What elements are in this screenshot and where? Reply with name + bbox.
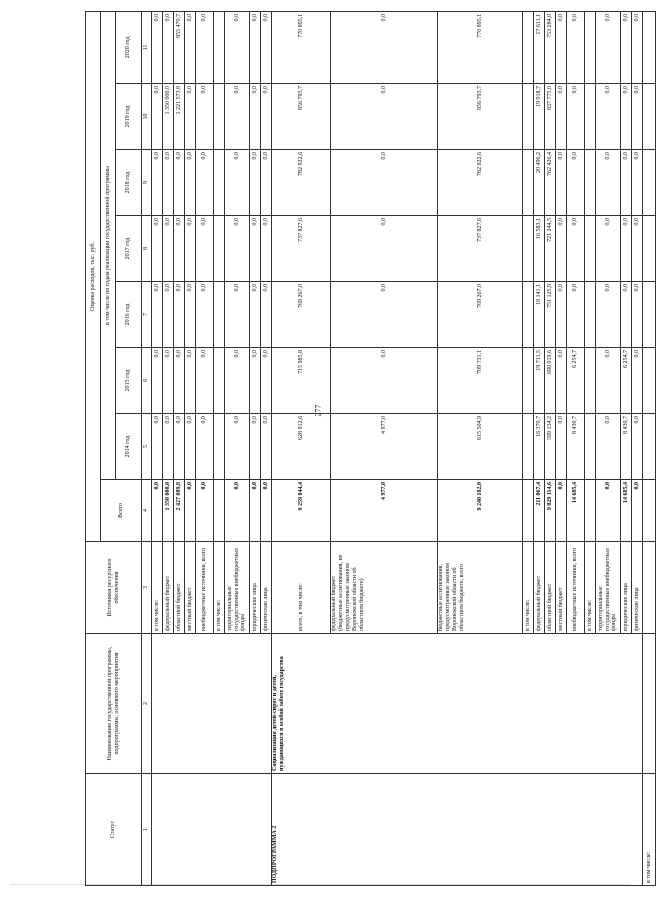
year-value-cell: 0,0 <box>174 414 185 480</box>
year-value-cell: 0,0 <box>596 11 621 83</box>
page-number: 277 <box>313 404 323 417</box>
year-value-cell <box>214 216 225 282</box>
total-cell: 0,0 <box>596 480 621 542</box>
year-value-cell: 615 504,9 <box>438 414 523 480</box>
year-value-cell <box>214 84 225 150</box>
year-value-cell <box>523 348 534 414</box>
source-cell: областной бюджет <box>174 542 185 634</box>
header-by-years: в том числе по годам реализации государственной программы <box>101 11 116 479</box>
year-value-cell: 0,0 <box>174 150 185 216</box>
year-value-cell: 0,0 <box>185 84 196 150</box>
year-value-cell: 6 254,7 <box>621 348 632 414</box>
source-cell: в том числе: <box>523 542 534 634</box>
year-value-cell: 0,0 <box>152 150 163 216</box>
column-number: 5 <box>142 414 152 480</box>
source-cell: юридические лица <box>621 542 632 634</box>
year-value-cell: 753 284,0 <box>545 11 556 83</box>
year-value-cell <box>214 150 225 216</box>
column-number: 6 <box>142 348 152 414</box>
total-cell: 4 977,0 <box>331 480 438 542</box>
year-value-cell: 0,0 <box>196 282 214 348</box>
year-value-cell: 737 827,6 <box>438 216 523 282</box>
year-value-cell: 0,0 <box>567 84 585 150</box>
source-cell: внебюджетные источники, всего <box>567 542 585 634</box>
year-value-cell: 0,0 <box>556 150 567 216</box>
year-value-cell: 0,0 <box>152 414 163 480</box>
year-value-cell <box>585 348 596 414</box>
year-value-cell: 0,0 <box>556 216 567 282</box>
year-value-cell: 0,0 <box>185 150 196 216</box>
total-cell <box>585 480 596 542</box>
year-value-cell <box>523 11 534 83</box>
year-value-cell: 1 350 000,0 <box>163 84 174 150</box>
year-value-cell <box>523 216 534 282</box>
year-value-cell: 18 141,1 <box>534 282 545 348</box>
year-value-cell: 0,0 <box>632 150 643 216</box>
year-value-cell: 782 922,6 <box>272 150 331 216</box>
year-value-cell: 0,0 <box>250 84 261 150</box>
year-value-cell: 715 985,8 <box>272 348 331 414</box>
table-row <box>152 11 163 885</box>
source-cell: федеральный бюджет <box>534 542 545 634</box>
year-value-cell: 0,0 <box>596 282 621 348</box>
total-cell: 14 685,4 <box>621 480 632 542</box>
year-value-cell: 0,0 <box>621 282 632 348</box>
year-value-cell: 0,0 <box>250 414 261 480</box>
year-value-cell: 0,0 <box>196 414 214 480</box>
year-value-cell: 770 895,1 <box>438 11 523 83</box>
empty-cell <box>643 634 656 774</box>
year-value-cell: 0,0 <box>185 282 196 348</box>
empty-cell <box>643 11 656 83</box>
year-value-cell: 0,0 <box>556 84 567 150</box>
table-row <box>272 11 331 885</box>
year-value-cell: 6 254,7 <box>567 348 585 414</box>
subprogram-status: ПОДПРОГРАММА 2 <box>272 774 643 886</box>
year-value-cell <box>214 414 225 480</box>
year-value-cell: 0,0 <box>250 216 261 282</box>
column-number: 4 <box>142 480 152 542</box>
column-number: 11 <box>142 11 152 83</box>
year-value-cell: 8 430,7 <box>621 414 632 480</box>
year-value-cell <box>214 282 225 348</box>
year-value-cell: 17 611,1 <box>534 11 545 83</box>
year-value-cell <box>523 150 534 216</box>
year-value-cell <box>585 216 596 282</box>
year-value-cell: 0,0 <box>632 216 643 282</box>
year-value-cell <box>585 282 596 348</box>
year-value-cell: 0,0 <box>196 11 214 83</box>
year-value-cell: 0,0 <box>567 11 585 83</box>
year-value-cell <box>585 150 596 216</box>
year-value-cell: 0,0 <box>596 150 621 216</box>
year-value-cell: 0,0 <box>225 348 250 414</box>
year-value-cell: 0,0 <box>250 348 261 414</box>
source-cell: физические лица <box>261 542 272 634</box>
column-number: 1 <box>142 774 152 886</box>
year-value-cell: 0,0 <box>174 282 185 348</box>
year-value-cell: 856 793,7 <box>438 84 523 150</box>
year-value-cell: 0,0 <box>185 414 196 480</box>
source-cell: физические лица <box>632 542 643 634</box>
year-value-cell: 0,0 <box>152 348 163 414</box>
year-value-cell: 0,0 <box>596 348 621 414</box>
source-cell: всего, в том числе: <box>272 542 331 634</box>
empty-cell <box>643 216 656 282</box>
subprogram-name: Социализация детей-сирот и детей, нуждающихся в особой заботе государства <box>272 634 643 774</box>
total-cell: 9 240 182,0 <box>438 480 523 542</box>
empty-cell <box>643 542 656 634</box>
year-value-cell: 0,0 <box>331 84 438 150</box>
year-value-cell: 837 775,0 <box>545 84 556 150</box>
year-value-cell: 0,0 <box>196 216 214 282</box>
source-cell: федеральный бюджет <box>163 542 174 634</box>
year-value-cell: 0,0 <box>331 11 438 83</box>
source-cell: юридические лица <box>250 542 261 634</box>
year-value-cell: 16 370,7 <box>534 414 545 480</box>
year-value-cell: 0,0 <box>163 282 174 348</box>
source-cell: бюджетные ассигнования, предусмотренные законом Воронежской области об областном бюджете, всего <box>438 542 523 634</box>
year-value-cell: 0,0 <box>185 11 196 83</box>
header-name: Наименование государственной программы, подпрограммы, основного мероприятия <box>86 634 142 774</box>
total-cell: 0,0 <box>261 480 272 542</box>
header-estimate: Оценка расходов, тыс. руб. <box>86 11 101 541</box>
year-value-cell: 0,0 <box>152 216 163 282</box>
year-value-cell: 0,0 <box>331 216 438 282</box>
year-value-cell: 855 470,7 <box>174 11 185 83</box>
column-number: 7 <box>142 282 152 348</box>
total-cell: 2 427 089,8 <box>174 480 185 542</box>
total-cell: 0,0 <box>196 480 214 542</box>
empty-cell <box>643 480 656 542</box>
source-cell: федеральный бюджет (бюджетные ассигнования, не предусмотренные законом Воронежской области об областном бюджете) <box>331 542 438 634</box>
year-value-cell: 0,0 <box>596 84 621 150</box>
rotated-table-wrapper <box>85 12 652 886</box>
empty-cell <box>643 348 656 414</box>
source-cell: внебюджетные источники, всего <box>196 542 214 634</box>
year-value-cell: 0,0 <box>621 150 632 216</box>
year-value-cell: 0,0 <box>225 216 250 282</box>
year-value-cell <box>585 11 596 83</box>
header-year-2019: 2019 год <box>116 84 142 150</box>
total-cell: 211 067,4 <box>534 480 545 542</box>
year-value-cell: 0,0 <box>225 282 250 348</box>
total-cell <box>523 480 534 542</box>
empty-cell <box>643 414 656 480</box>
year-value-cell: 0,0 <box>261 150 272 216</box>
year-value-cell: 0,0 <box>596 414 621 480</box>
year-value-cell: 782 922,6 <box>438 150 523 216</box>
year-value-cell: 0,0 <box>331 282 438 348</box>
year-value-cell: 0,0 <box>632 348 643 414</box>
expenditure-table <box>85 11 656 886</box>
year-value-cell <box>523 282 534 348</box>
year-value-cell: 0,0 <box>152 282 163 348</box>
year-value-cell: 769 267,0 <box>438 282 523 348</box>
year-value-cell <box>523 84 534 150</box>
total-cell: 0,0 <box>632 480 643 542</box>
year-value-cell: 0,0 <box>225 84 250 150</box>
year-value-cell: 16 583,1 <box>534 216 545 282</box>
table-row <box>643 11 656 885</box>
year-value-cell: 0,0 <box>163 348 174 414</box>
total-cell: 9 259 844,4 <box>272 480 331 542</box>
column-number: 2 <box>142 634 152 774</box>
year-value-cell: 0,0 <box>261 348 272 414</box>
year-value-cell: 0,0 <box>250 150 261 216</box>
year-value-cell: 20 496,2 <box>534 150 545 216</box>
empty-cell <box>643 150 656 216</box>
year-value-cell: 0,0 <box>225 414 250 480</box>
source-cell: в том числе: <box>585 542 596 634</box>
header-year-2020: 2020 год <box>116 11 142 83</box>
year-value-cell: 769 267,0 <box>272 282 331 348</box>
header-total: Всего <box>101 480 142 542</box>
column-number: 10 <box>142 84 152 150</box>
column-number: 8 <box>142 216 152 282</box>
year-value-cell: 0,0 <box>556 11 567 83</box>
year-value-cell: 4 977,0 <box>331 414 438 480</box>
year-value-cell: 19 018,7 <box>534 84 545 150</box>
year-value-cell: 0,0 <box>261 11 272 83</box>
year-value-cell: 0,0 <box>185 348 196 414</box>
year-value-cell: 737 827,6 <box>272 216 331 282</box>
total-cell: 1 350 000,0 <box>163 480 174 542</box>
year-value-cell: 751 125,9 <box>545 282 556 348</box>
year-value-cell: 0,0 <box>621 216 632 282</box>
year-value-cell <box>585 414 596 480</box>
year-value-cell: 0,0 <box>567 216 585 282</box>
total-cell: 0,0 <box>250 480 261 542</box>
year-value-cell: 8 430,7 <box>567 414 585 480</box>
header-year-2014: 2014 год <box>116 414 142 480</box>
column-number: 9 <box>142 150 152 216</box>
total-cell: 0,0 <box>152 480 163 542</box>
source-cell: территориальные государственные внебюджетные фонды <box>225 542 250 634</box>
year-value-cell: 0,0 <box>567 150 585 216</box>
year-value-cell: 856 793,7 <box>272 84 331 150</box>
year-value-cell: 0,0 <box>163 150 174 216</box>
total-cell: 14 685,4 <box>567 480 585 542</box>
source-cell: областной бюджет <box>545 542 556 634</box>
table-body <box>86 11 656 885</box>
year-value-cell: 628 912,6 <box>272 414 331 480</box>
year-value-cell <box>214 348 225 414</box>
year-value-cell: 0,0 <box>261 216 272 282</box>
year-value-cell: 0,0 <box>621 11 632 83</box>
year-value-cell: 0,0 <box>596 216 621 282</box>
year-value-cell <box>523 414 534 480</box>
year-value-cell: 0,0 <box>331 348 438 414</box>
year-value-cell: 770 895,1 <box>272 11 331 83</box>
year-value-cell: 0,0 <box>621 84 632 150</box>
year-value-cell: 0,0 <box>250 11 261 83</box>
year-value-cell: 1 221 573,8 <box>174 84 185 150</box>
source-cell: в том числе: <box>214 542 225 634</box>
year-value-cell: 0,0 <box>196 348 214 414</box>
header-year-2016: 2016 год <box>116 282 142 348</box>
header-year-2018: 2018 год <box>116 150 142 216</box>
source-cell: территориальные государственные внебюджетные фонды <box>596 542 621 634</box>
year-value-cell: 0,0 <box>556 348 567 414</box>
header-year-2017: 2017 год <box>116 216 142 282</box>
year-value-cell: 0,0 <box>225 150 250 216</box>
empty-cell <box>643 84 656 150</box>
year-value-cell: 0,0 <box>261 414 272 480</box>
year-value-cell: 721 244,5 <box>545 216 556 282</box>
total-cell: 9 029 114,6 <box>545 480 556 542</box>
year-value-cell: 0,0 <box>261 84 272 150</box>
header-status: Статус <box>86 774 142 886</box>
status-cell <box>152 774 272 886</box>
year-value-cell: 0,0 <box>196 84 214 150</box>
year-value-cell: 0,0 <box>174 216 185 282</box>
year-value-cell: 0,0 <box>632 414 643 480</box>
year-value-cell: 0,0 <box>163 414 174 480</box>
source-cell: местный бюджет <box>185 542 196 634</box>
year-value-cell: 709 731,1 <box>438 348 523 414</box>
year-value-cell: 0,0 <box>185 216 196 282</box>
year-value-cell: 599 134,2 <box>545 414 556 480</box>
year-value-cell: 0,0 <box>163 11 174 83</box>
source-cell: местный бюджет <box>556 542 567 634</box>
expenditure-table-frame <box>85 12 652 886</box>
year-value-cell: 0,0 <box>250 282 261 348</box>
total-cell: 0,0 <box>556 480 567 542</box>
empty-cell <box>643 282 656 348</box>
year-value-cell: 0,0 <box>556 282 567 348</box>
year-value-cell: 0,0 <box>632 11 643 83</box>
total-cell: 0,0 <box>225 480 250 542</box>
year-value-cell: 0,0 <box>567 282 585 348</box>
total-cell: 0,0 <box>185 480 196 542</box>
total-cell <box>214 480 225 542</box>
year-value-cell: 0,0 <box>196 150 214 216</box>
year-value-cell: 0,0 <box>152 84 163 150</box>
year-value-cell: 0,0 <box>632 84 643 150</box>
year-value-cell: 690 019,6 <box>545 348 556 414</box>
year-value-cell: 0,0 <box>632 282 643 348</box>
column-number: 3 <box>142 542 152 634</box>
year-value-cell: 0,0 <box>174 348 185 414</box>
source-cell: в том числе: <box>152 542 163 634</box>
year-value-cell: 762 426,4 <box>545 150 556 216</box>
year-value-cell <box>214 11 225 83</box>
year-value-cell: 19 711,5 <box>534 348 545 414</box>
year-value-cell: 0,0 <box>163 216 174 282</box>
header-year-2015: 2015 год <box>116 348 142 414</box>
year-value-cell: 0,0 <box>331 150 438 216</box>
name-cell <box>152 634 272 774</box>
year-value-cell: 0,0 <box>261 282 272 348</box>
year-value-cell: 0,0 <box>556 414 567 480</box>
header-source: Источники ресурсного обеспечения <box>86 542 142 634</box>
year-value-cell <box>585 84 596 150</box>
year-value-cell: 0,0 <box>225 11 250 83</box>
footer-status: в том числе: <box>643 774 656 886</box>
year-value-cell: 0,0 <box>152 11 163 83</box>
